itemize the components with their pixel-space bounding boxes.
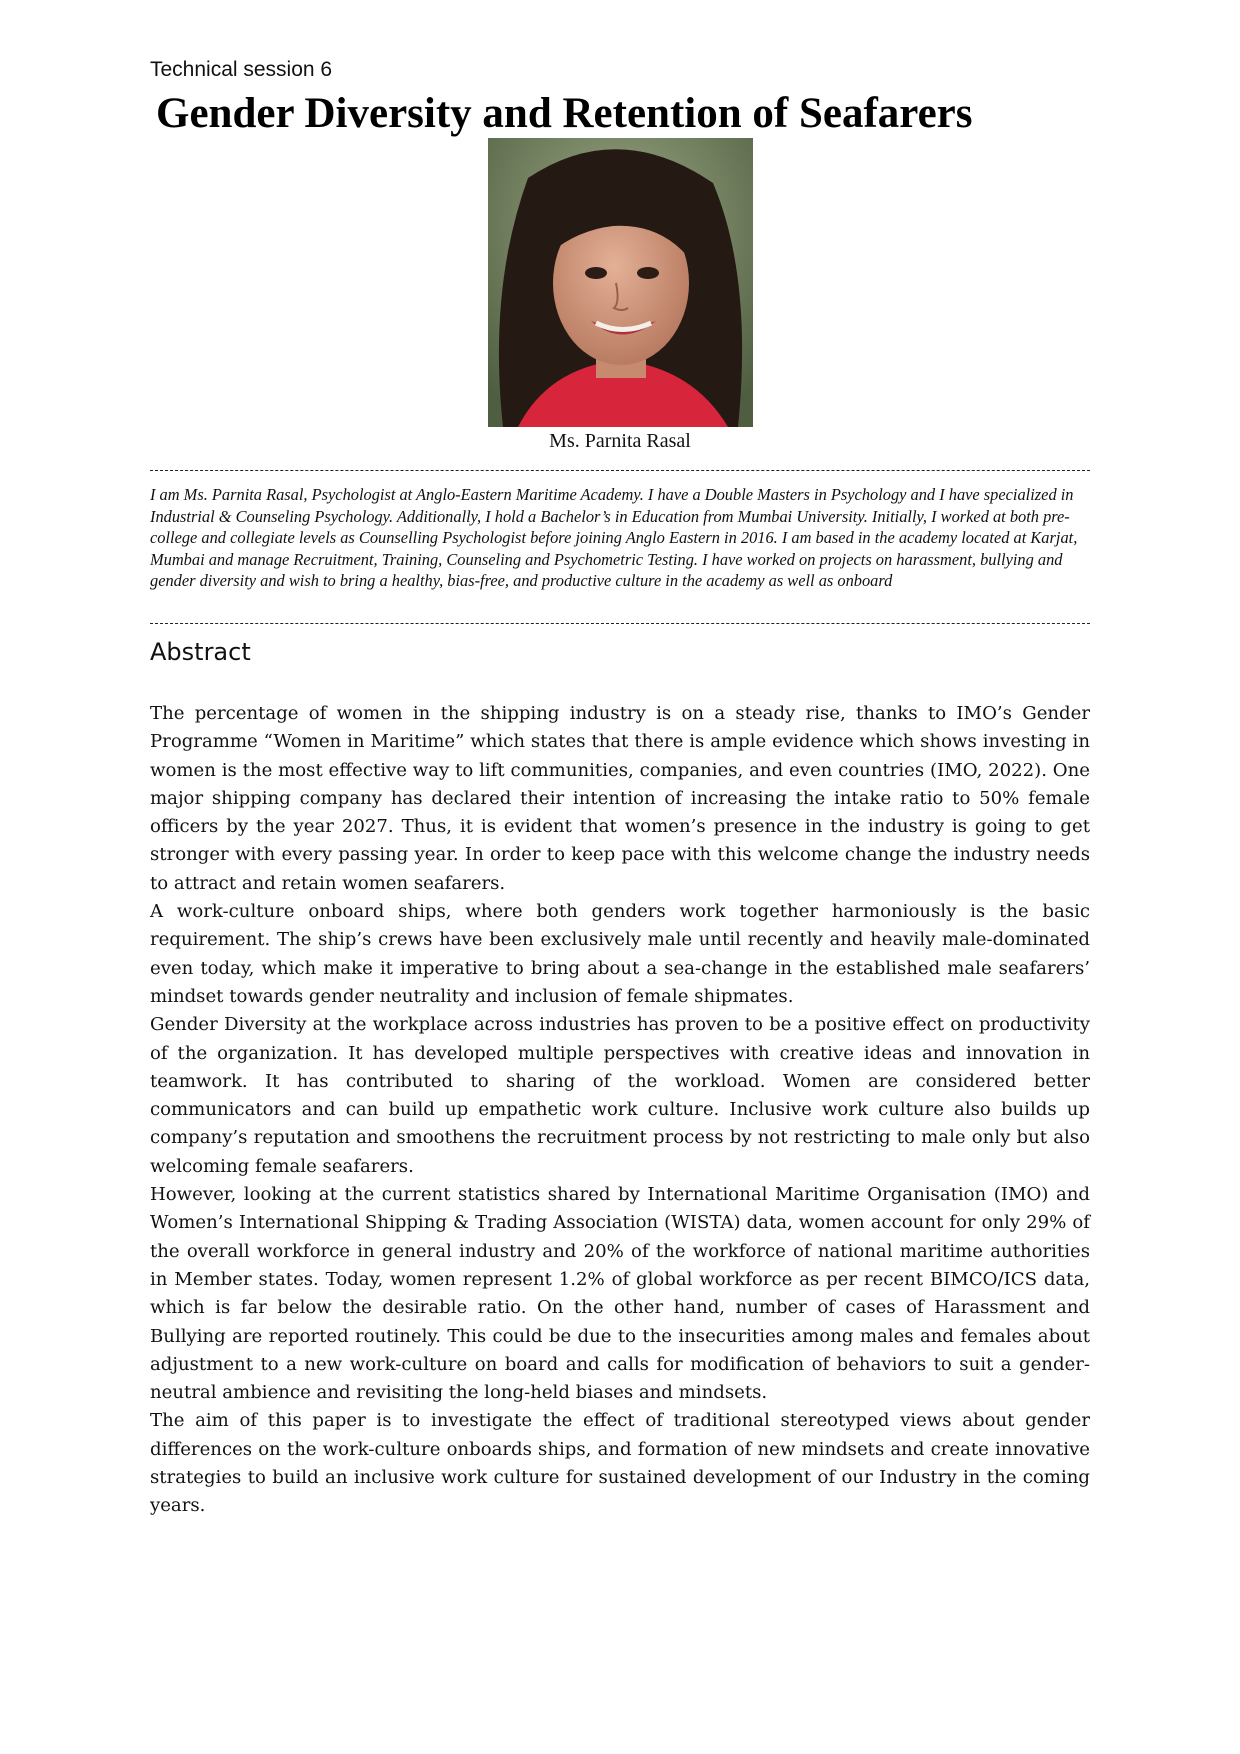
author-portrait-image xyxy=(488,138,753,427)
author-caption: Ms. Parnita Rasal xyxy=(549,430,691,452)
abstract-paragraph: A work-culture onboard ships, where both genders work together harmoniously is the basic requirement. The ship’s crews have been exclusively male until recently and heavily male-dominated even today, which make it imperative to bring about a sea-change in the established male seafarers’ mindset towards gender neutrality and inclusion of female shipmates. xyxy=(150,901,1090,1007)
abstract-paragraph: However, looking at the current statistics shared by International Maritime Organisation (IMO) and Women’s International Shipping & Trading Association (WISTA) data, women account for only 29% of the overall workforce in general industry and 20% of the workforce of national maritime authorities in Member states. Today, women represent 1.2% of global workforce as per recent BIMCO/ICS data, which is far below the desirable ratio. On the other hand, number of cases of Harassment and Bullying are reported routinely. This could be due to the insecurities among males and females about adjustment to a new work-culture on board and calls for modification of behaviors to suit a gender-neutral ambience and revisiting the long-held biases and mindsets. xyxy=(150,1184,1090,1404)
abstract-heading: Abstract xyxy=(150,638,251,666)
session-label: Technical session 6 xyxy=(150,58,333,81)
divider-top xyxy=(150,470,1090,471)
abstract-body xyxy=(150,700,1090,1521)
abstract-paragraph: Gender Diversity at the workplace across industries has proven to be a positive effect on productivity of the organization. It has developed multiple perspectives with creative ideas and innovation in teamwork. It has contributed to sharing of the workload. Women are considered better communicators and can build up empathetic work culture. Inclusive work culture also builds up company’s reputation and smoothens the recruitment process by not restricting to male only but also welcoming female seafarers. xyxy=(150,1014,1090,1177)
abstract-paragraph: The aim of this paper is to investigate the effect of traditional stereotyped views about gender differences on the work-culture onboards ships, and formation of new mindsets and create innovative strategies to build an inclusive work culture for sustained development of our Industry in the coming years. xyxy=(150,1410,1090,1517)
paper-title: Gender Diversity and Retention of Seafarers xyxy=(156,90,973,137)
author-photo xyxy=(488,138,753,427)
abstract-paragraph: The percentage of women in the shipping industry is on a steady rise, thanks to IMO’s Gender Programme “Women in Maritime” which states that there is ample evidence which shows investing in women is the most effective way to lift communities, companies, and even countries (IMO, 2022). One major shipping company has declared their intention of increasing the intake ratio to 50% female officers by the year 2027. Thus, it is evident that women’s presence in the industry is going to get stronger with every passing year. In order to keep pace with this welcome change the industry needs to attract and retain women seafarers. xyxy=(150,703,1090,894)
author-bio: I am Ms. Parnita Rasal, Psychologist at Anglo-Eastern Maritime Academy. I have a Double Masters in Psychology and I have specialized in Industrial & Counseling Psychology. Additionally, I hold a Bachelor’s in Education from Mumbai University. Initially, I worked at both pre-college and collegiate levels as Counselling Psychologist before joining Anglo Eastern in 2016. I am based in the academy located at Karjat, Mumbai and manage Recruitment, Training, Counseling and Psychometric Testing. I have worked on projects on harassment, bullying and gender diversity and wish to bring a healthy, bias-free, and productive culture in the academy as well as onboard xyxy=(150,485,1078,590)
divider-bottom xyxy=(150,623,1090,624)
